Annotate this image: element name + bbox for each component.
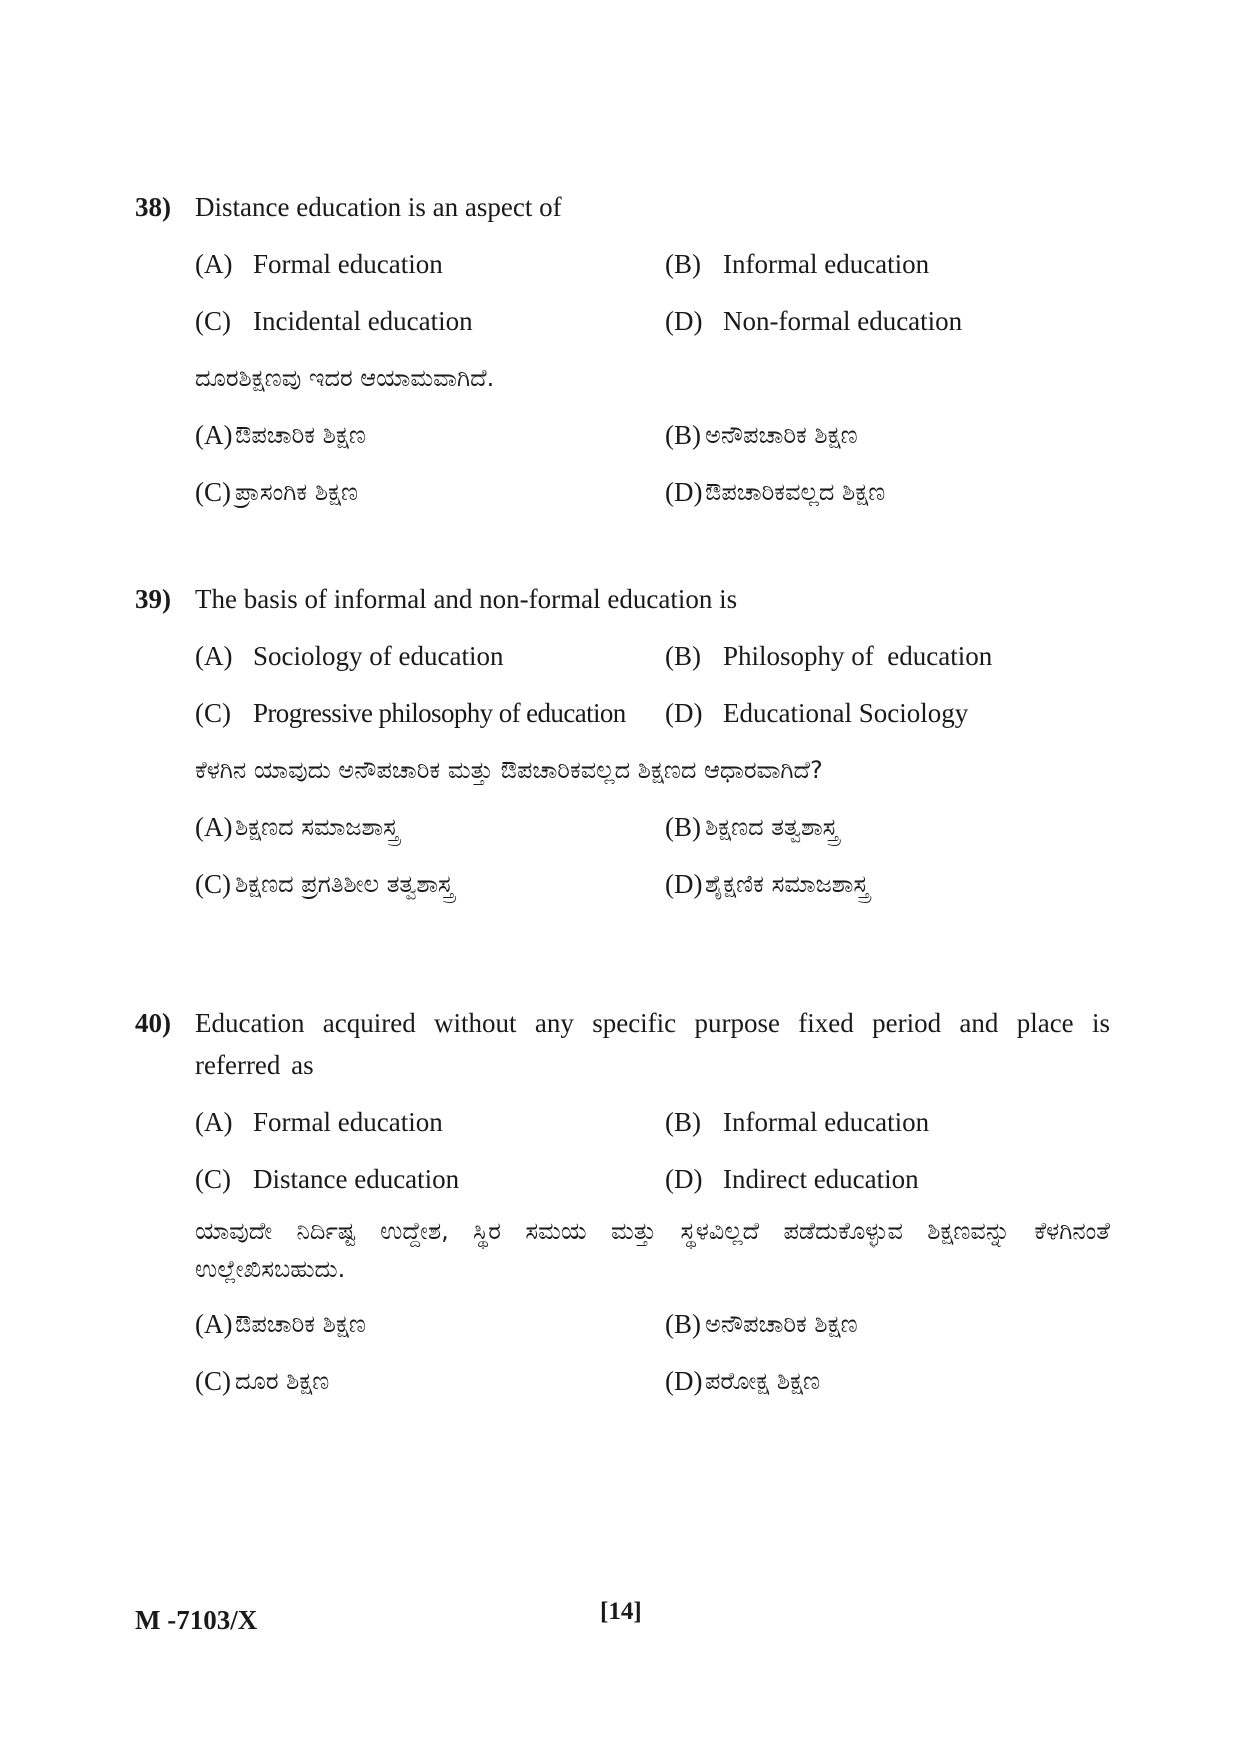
option-row bbox=[195, 635, 1110, 677]
option-text: Formal education bbox=[253, 249, 443, 279]
option-text: ಔಪಚಾರಿಕವಲ್ಲದ ಶಿಕ್ಷಣ bbox=[705, 478, 886, 506]
option-text: Formal education bbox=[253, 1107, 443, 1137]
option-label: (B) bbox=[665, 1107, 701, 1137]
paper-code: M -7103/X bbox=[135, 1605, 258, 1635]
option-d[interactable] bbox=[665, 692, 968, 734]
option-text: ಔಪಚಾರಿಕ ಶಿಕ್ಷಣ bbox=[235, 421, 366, 449]
option-text: ಪ್ರಾಸಂಗಿಕ ಶಿಕ್ಷಣ bbox=[235, 478, 359, 506]
options-kannada bbox=[195, 414, 1110, 513]
option-label: (D) bbox=[665, 1164, 703, 1194]
option-text: ಅನೌಪಚಾರಿಕ ಶಿಕ್ಷಣ bbox=[705, 1310, 858, 1338]
option-text: Progressive philosophy of education bbox=[253, 698, 626, 728]
option-d[interactable] bbox=[665, 300, 962, 342]
option-text: ಶಿಕ್ಷಣದ ತತ್ವಶಾಸ್ತ್ರ bbox=[705, 813, 839, 841]
option-row bbox=[195, 692, 1110, 734]
option-c-kannada[interactable] bbox=[195, 471, 665, 513]
option-b-kannada[interactable] bbox=[665, 1303, 858, 1345]
option-label: (A) bbox=[195, 1309, 233, 1339]
question-number: 38) bbox=[135, 192, 171, 222]
option-c-kannada[interactable] bbox=[195, 863, 665, 905]
question-38 bbox=[135, 186, 1110, 513]
option-a-kannada[interactable] bbox=[195, 414, 665, 456]
option-text: Incidental education bbox=[253, 306, 473, 336]
option-text: Informal education bbox=[723, 249, 930, 279]
option-row bbox=[195, 243, 1110, 285]
option-text: ಪರೋಕ್ಷ ಶಿಕ್ಷಣ bbox=[705, 1367, 821, 1395]
option-row bbox=[195, 863, 1110, 905]
question-text: Education acquired without any specific purpose fixed period and place is referred as bbox=[195, 1008, 1110, 1080]
option-a-kannada[interactable] bbox=[195, 806, 665, 848]
question-text: The basis of informal and non-formal education is bbox=[195, 584, 738, 614]
option-text: ಶಿಕ್ಷಣದ ಸಮಾಜಶಾಸ್ತ್ರ bbox=[235, 813, 399, 841]
question-40 bbox=[135, 1002, 1110, 1402]
option-row bbox=[195, 471, 1110, 513]
option-text: ದೂರ ಶಿಕ್ಷಣ bbox=[235, 1367, 330, 1395]
option-b-kannada[interactable] bbox=[665, 806, 838, 848]
option-b[interactable] bbox=[665, 1101, 929, 1143]
question-line bbox=[135, 1002, 1110, 1086]
option-text: ಶಿಕ್ಷಣದ ಪ್ರಗತಿಶೀಲ ತತ್ವಶಾಸ್ತ್ರ bbox=[235, 870, 454, 898]
option-label: (C) bbox=[195, 306, 231, 336]
question-number: 40) bbox=[135, 1008, 171, 1038]
options-english bbox=[195, 1101, 1110, 1200]
option-text: Distance education bbox=[253, 1164, 460, 1194]
option-text: Informal education bbox=[723, 1107, 930, 1137]
option-label: (B) bbox=[665, 420, 701, 450]
option-c[interactable] bbox=[195, 300, 665, 342]
kannada-question-text: ದೂರಶಿಕ್ಷಣವು ಇದರ ಆಯಾಮವಾಗಿದೆ. bbox=[195, 364, 495, 392]
option-label: (B) bbox=[665, 641, 701, 671]
option-label: (C) bbox=[195, 698, 231, 728]
option-text: Indirect education bbox=[723, 1164, 919, 1194]
question-number: 39) bbox=[135, 584, 171, 614]
option-label: (C) bbox=[195, 477, 231, 507]
option-label: (D) bbox=[665, 869, 703, 899]
option-d-kannada[interactable] bbox=[665, 471, 885, 513]
option-text: Educational Sociology bbox=[723, 698, 969, 728]
option-b-kannada[interactable] bbox=[665, 414, 858, 456]
option-label: (C) bbox=[195, 1164, 231, 1194]
kannada-question-text: ಯಾವುದೇ ನಿರ್ದಿಷ್ಟ ಉದ್ದೇಶ, ಸ್ಥಿರ ಸಮಯ ಮತ್ತು ಸ್ಥಳವಿಲ್ಲದೆ ಪಡೆದುಕೊಳ್ಳುವ ಶಿಕ್ಷಣವನ್ನು ಕೆಳಗಿನಂತೆ ಉಲ್ಲೇಖಿಸಬಹುದು. bbox=[195, 1217, 1110, 1283]
option-c-kannada[interactable] bbox=[195, 1360, 665, 1402]
option-row bbox=[195, 806, 1110, 848]
options-kannada bbox=[195, 806, 1110, 905]
option-text: Philosophy of education bbox=[723, 641, 993, 671]
option-d-kannada[interactable] bbox=[665, 863, 869, 905]
page-number: [14] bbox=[600, 1598, 642, 1625]
option-label: (B) bbox=[665, 249, 701, 279]
question-line bbox=[135, 578, 1110, 620]
option-c[interactable] bbox=[195, 692, 665, 734]
option-row bbox=[195, 1360, 1110, 1402]
option-row bbox=[195, 1101, 1110, 1143]
option-label: (B) bbox=[665, 1309, 701, 1339]
options-english bbox=[195, 635, 1110, 734]
option-b[interactable] bbox=[665, 635, 992, 677]
option-a[interactable] bbox=[195, 1101, 665, 1143]
option-label: (C) bbox=[195, 869, 231, 899]
option-label: (B) bbox=[665, 812, 701, 842]
option-label: (A) bbox=[195, 812, 233, 842]
kannada-question-text: ಕೆಳಗಿನ ಯಾವುದು ಅನೌಪಚಾರಿಕ ಮತ್ತು ಔಪಚಾರಿಕವಲ್ಲದ ಶಿಕ್ಷಣದ ಆಧಾರವಾಗಿದೆ? bbox=[195, 756, 823, 784]
option-d[interactable] bbox=[665, 1158, 919, 1200]
option-text: ಶೈಕ್ಷಣಿಕ ಸಮಾಜಶಾಸ್ತ್ರ bbox=[705, 870, 869, 898]
option-text: ಔಪಚಾರಿಕ ಶಿಕ್ಷಣ bbox=[235, 1310, 366, 1338]
option-a[interactable] bbox=[195, 635, 665, 677]
option-row bbox=[195, 1158, 1110, 1200]
option-label: (A) bbox=[195, 420, 233, 450]
question-line bbox=[135, 186, 1110, 228]
option-label: (D) bbox=[665, 477, 703, 507]
option-a[interactable] bbox=[195, 243, 665, 285]
option-label: (D) bbox=[665, 1366, 703, 1396]
option-label: (A) bbox=[195, 641, 233, 671]
option-text: ಅನೌಪಚಾರಿಕ ಶಿಕ್ಷಣ bbox=[705, 421, 858, 449]
option-c[interactable] bbox=[195, 1158, 665, 1200]
option-row bbox=[195, 300, 1110, 342]
question-39 bbox=[135, 578, 1110, 905]
option-text: Non-formal education bbox=[723, 306, 963, 336]
option-text: Sociology of education bbox=[253, 641, 504, 671]
option-label: (D) bbox=[665, 306, 703, 336]
option-row bbox=[195, 414, 1110, 456]
option-row bbox=[195, 1303, 1110, 1345]
option-b[interactable] bbox=[665, 243, 929, 285]
option-a-kannada[interactable] bbox=[195, 1303, 665, 1345]
options-english bbox=[195, 243, 1110, 342]
option-label: (A) bbox=[195, 1107, 233, 1137]
options-kannada bbox=[195, 1303, 1110, 1402]
option-label: (C) bbox=[195, 1366, 231, 1396]
option-d-kannada[interactable] bbox=[665, 1360, 820, 1402]
option-label: (D) bbox=[665, 698, 703, 728]
option-label: (A) bbox=[195, 249, 233, 279]
question-text: Distance education is an aspect of bbox=[195, 192, 562, 222]
